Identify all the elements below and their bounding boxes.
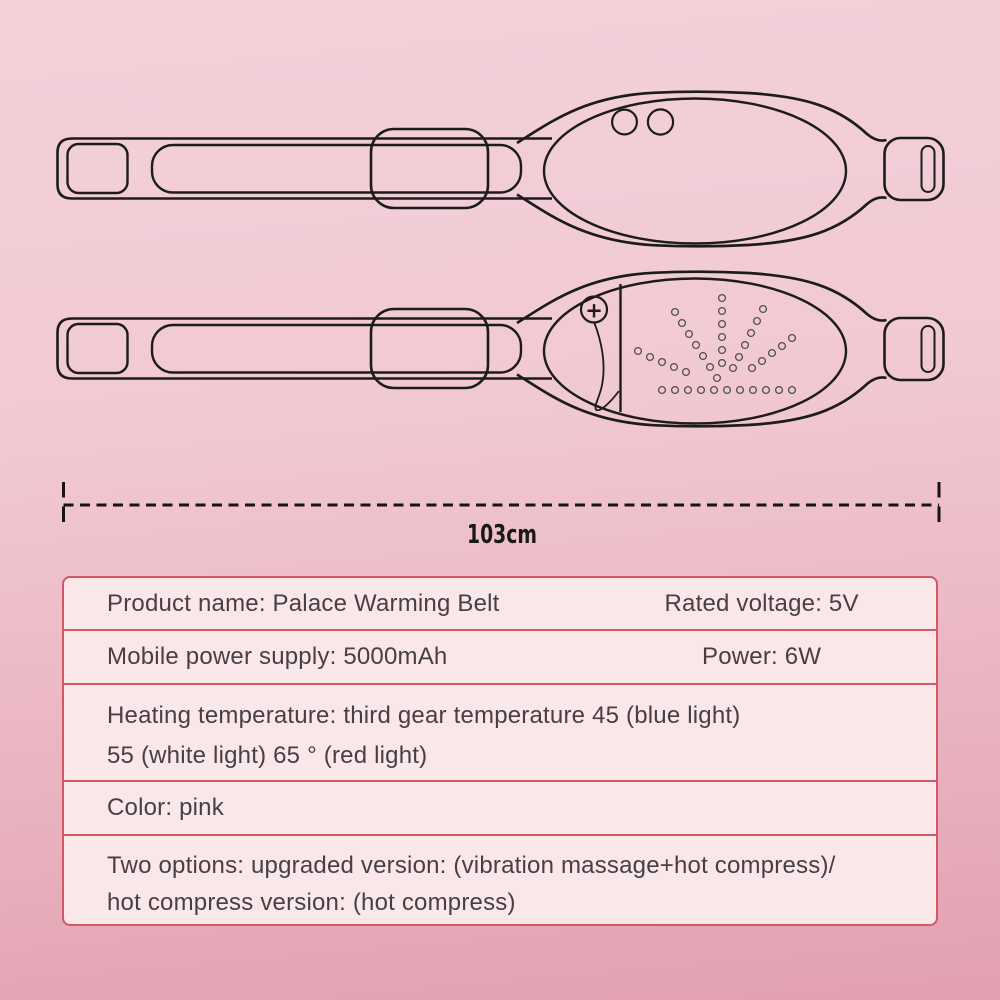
belt-front-drawing — [58, 92, 944, 247]
heating-dots-pattern — [635, 295, 796, 394]
belt-front-outline — [58, 92, 944, 247]
control-buttons — [612, 109, 673, 134]
spec-row-product-voltage — [62, 576, 938, 631]
heating-temperature-line-1: Heating temperature: third gear temperature 45 (blue light) — [107, 702, 741, 729]
heating-temperature-line-2: 55 (white light) 65 ° (red light) — [107, 742, 428, 769]
power-cable-line — [594, 322, 619, 410]
dimension-callout — [64, 482, 940, 550]
options-line-1: Two options: upgraded version: (vibration massage+hot compress)/ — [107, 852, 836, 879]
spec-row-color — [62, 780, 938, 836]
rated-voltage-value: Rated voltage: 5V — [664, 589, 859, 617]
button-2-icon — [648, 109, 673, 134]
belt-back-outline — [58, 272, 944, 427]
options-line-2: hot compress version: (hot compress) — [107, 889, 516, 916]
spec-row-power-supply — [62, 629, 938, 685]
belt-back-drawing — [58, 272, 944, 427]
button-1-icon — [612, 110, 637, 135]
power-supply-value: Mobile power supply: 5000mAh — [107, 643, 448, 670]
power-plus-icon: + — [585, 298, 603, 323]
spec-table — [62, 576, 938, 926]
color-value: Color: pink — [107, 794, 224, 821]
power-value: Power: 6W — [702, 643, 822, 670]
spec-row-heating-temperature — [62, 683, 938, 782]
dimension-label: 103cm — [467, 520, 537, 550]
product-name-value: Product name: Palace Warming Belt — [107, 589, 500, 617]
spec-row-options — [62, 834, 938, 926]
power-connector — [581, 284, 621, 412]
